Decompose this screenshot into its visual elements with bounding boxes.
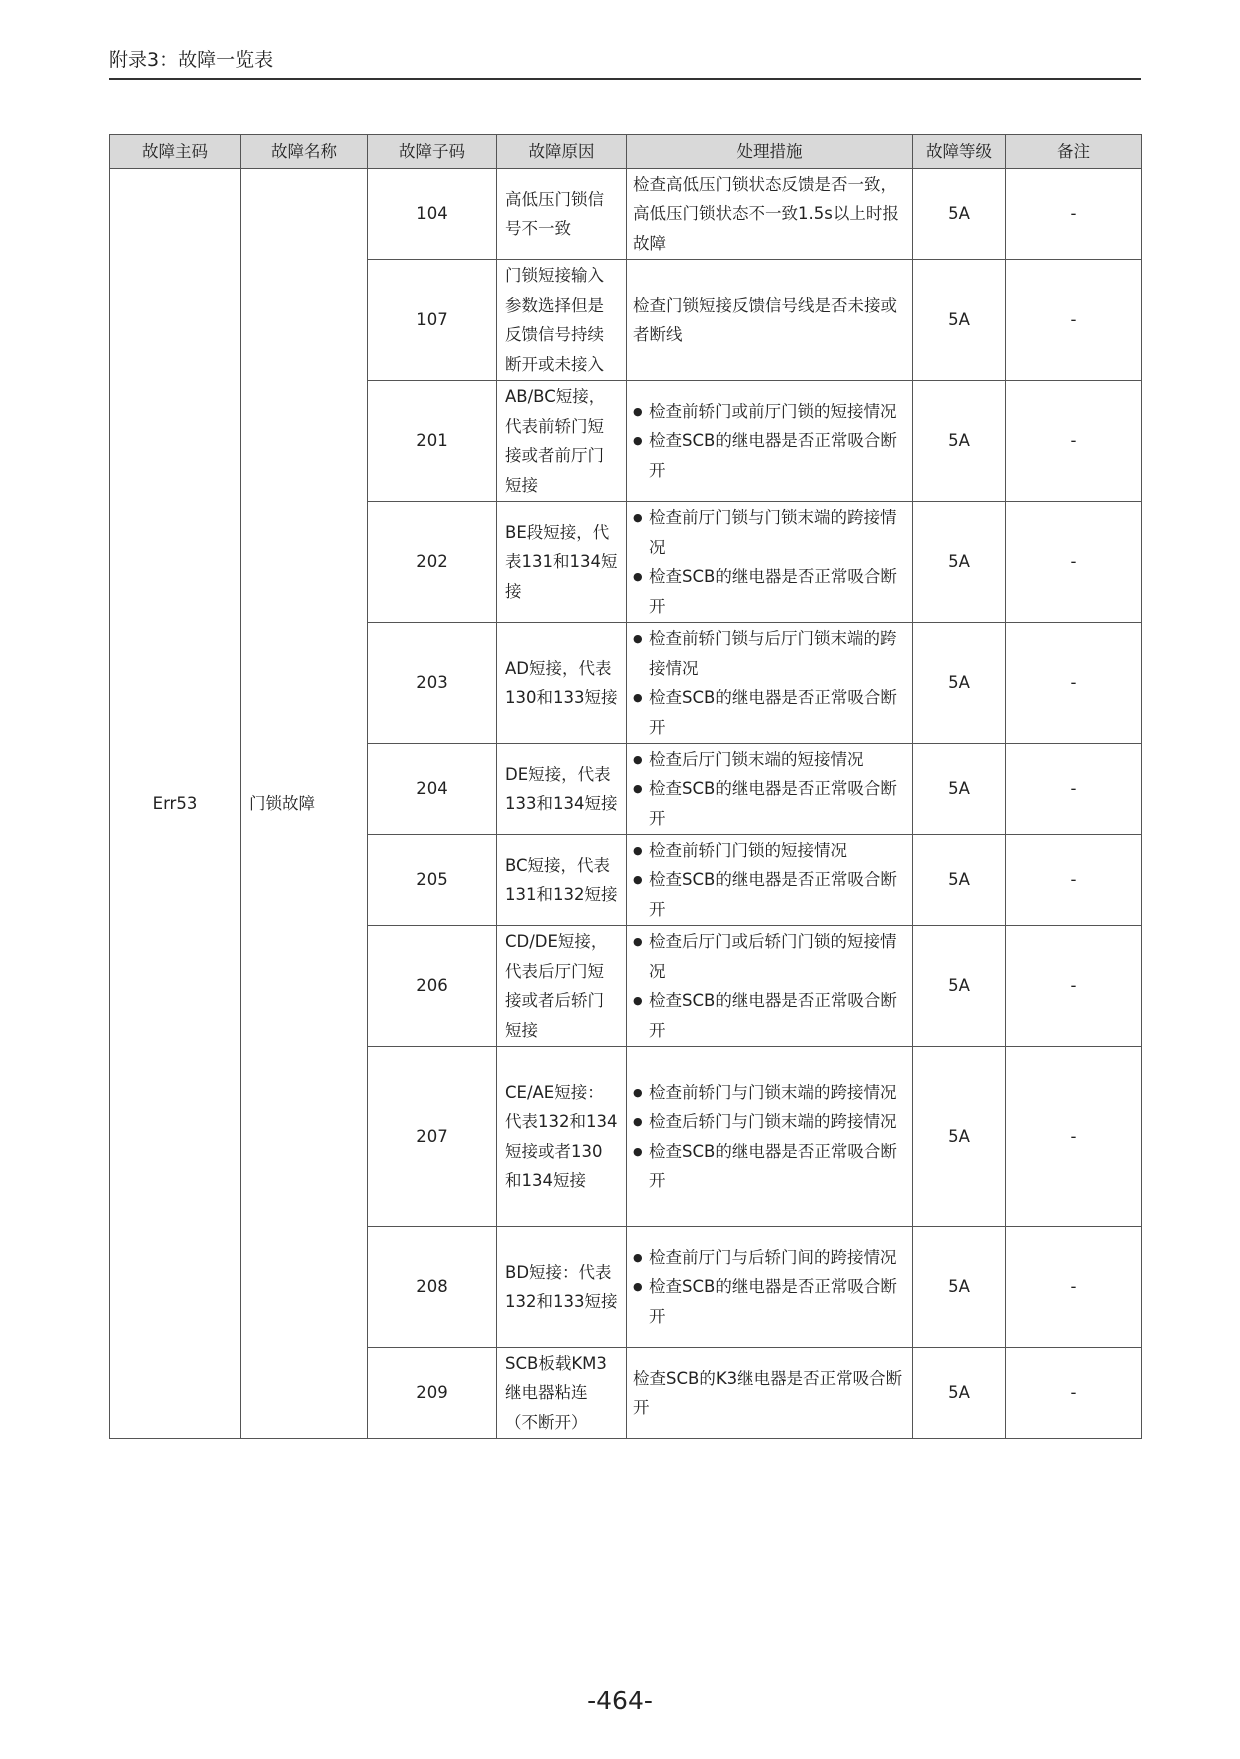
cause-cell: CD/DE短接，代表后厅门短接或者后轿门短接 bbox=[497, 926, 627, 1047]
action-item: ● 检查SCB的继电器是否正常吸合断开 bbox=[633, 1272, 904, 1331]
cause-cell: BE段短接，代表131和134短接 bbox=[497, 502, 627, 623]
column-header: 故障等级 bbox=[913, 135, 1006, 169]
page-number: -464- bbox=[587, 1686, 653, 1715]
fault-name-cell: 门锁故障 bbox=[241, 169, 368, 1439]
action-cell bbox=[627, 260, 913, 381]
action-cell bbox=[627, 1348, 913, 1439]
note-cell: - bbox=[1006, 502, 1142, 623]
sub-code-cell: 206 bbox=[368, 926, 497, 1047]
note-cell: - bbox=[1006, 381, 1142, 502]
action-list bbox=[633, 503, 904, 621]
action-list bbox=[633, 836, 904, 925]
action-item: ● 检查前轿门或前厅门锁的短接情况 bbox=[633, 397, 904, 427]
cause-cell: BC短接，代表131和132短接 bbox=[497, 835, 627, 926]
sub-code-cell: 208 bbox=[368, 1227, 497, 1348]
action-item: ● 检查SCB的继电器是否正常吸合断开 bbox=[633, 865, 904, 924]
level-cell: 5A bbox=[913, 1348, 1006, 1439]
level-cell: 5A bbox=[913, 1047, 1006, 1227]
column-header: 故障主码 bbox=[110, 135, 241, 169]
action-cell bbox=[627, 502, 913, 623]
fault-table bbox=[109, 134, 1142, 1439]
action-item: ● 检查SCB的继电器是否正常吸合断开 bbox=[633, 426, 904, 485]
action-cell bbox=[627, 623, 913, 744]
level-cell: 5A bbox=[913, 381, 1006, 502]
action-item: ● 检查前轿门门锁的短接情况 bbox=[633, 836, 904, 866]
sub-code-cell: 207 bbox=[368, 1047, 497, 1227]
action-list bbox=[633, 927, 904, 1045]
cause-cell: CE/AE短接：代表132和134短接或者130和134短接 bbox=[497, 1047, 627, 1227]
action-text: 检查门锁短接反馈信号线是否未接或者断线 bbox=[633, 295, 897, 344]
action-item: ● 检查SCB的继电器是否正常吸合断开 bbox=[633, 774, 904, 833]
note-cell: - bbox=[1006, 169, 1142, 260]
note-cell: - bbox=[1006, 926, 1142, 1047]
note-cell: - bbox=[1006, 260, 1142, 381]
sub-code-cell: 107 bbox=[368, 260, 497, 381]
action-cell bbox=[627, 835, 913, 926]
action-list bbox=[633, 1078, 904, 1196]
action-item: ● 检查后厅门或后轿门门锁的短接情况 bbox=[633, 927, 904, 986]
column-header: 故障子码 bbox=[368, 135, 497, 169]
level-cell: 5A bbox=[913, 744, 1006, 835]
action-item: ● 检查前轿门与门锁末端的跨接情况 bbox=[633, 1078, 904, 1108]
level-cell: 5A bbox=[913, 926, 1006, 1047]
level-cell: 5A bbox=[913, 1227, 1006, 1348]
cause-cell: AB/BC短接，代表前轿门短接或者前厅门短接 bbox=[497, 381, 627, 502]
action-text: 检查SCB的K3继电器是否正常吸合断开 bbox=[633, 1368, 903, 1417]
level-cell: 5A bbox=[913, 169, 1006, 260]
level-cell: 5A bbox=[913, 835, 1006, 926]
action-text: 检查高低压门锁状态反馈是否一致，高低压门锁状态不一致1.5s以上时报故障 bbox=[633, 174, 899, 253]
cause-cell: AD短接，代表130和133短接 bbox=[497, 623, 627, 744]
note-cell: - bbox=[1006, 835, 1142, 926]
sub-code-cell: 209 bbox=[368, 1348, 497, 1439]
note-cell: - bbox=[1006, 1348, 1142, 1439]
header-title: 附录3：故障一览表 bbox=[109, 49, 274, 71]
note-cell: - bbox=[1006, 1227, 1142, 1348]
action-cell bbox=[627, 926, 913, 1047]
sub-code-cell: 204 bbox=[368, 744, 497, 835]
action-item: ● 检查后厅门锁末端的短接情况 bbox=[633, 745, 904, 775]
table-header-row bbox=[110, 135, 1142, 169]
action-cell bbox=[627, 381, 913, 502]
sub-code-cell: 104 bbox=[368, 169, 497, 260]
action-item: ● 检查SCB的继电器是否正常吸合断开 bbox=[633, 683, 904, 742]
action-cell bbox=[627, 1227, 913, 1348]
main-code-cell: Err53 bbox=[110, 169, 241, 1439]
table-body bbox=[110, 169, 1142, 1439]
cause-cell: SCB板载KM3继电器粘连（不断开） bbox=[497, 1348, 627, 1439]
sub-code-cell: 201 bbox=[368, 381, 497, 502]
cause-cell: BD短接：代表132和133短接 bbox=[497, 1227, 627, 1348]
sub-code-cell: 202 bbox=[368, 502, 497, 623]
level-cell: 5A bbox=[913, 502, 1006, 623]
column-header: 处理措施 bbox=[627, 135, 913, 169]
action-item: ● 检查SCB的继电器是否正常吸合断开 bbox=[633, 986, 904, 1045]
action-list bbox=[633, 1243, 904, 1332]
action-list bbox=[633, 397, 904, 486]
page-header bbox=[109, 44, 1141, 80]
action-item: ● 检查后轿门与门锁末端的跨接情况 bbox=[633, 1107, 904, 1137]
sub-code-cell: 205 bbox=[368, 835, 497, 926]
action-cell bbox=[627, 1047, 913, 1227]
table-row bbox=[110, 169, 1142, 260]
action-item: ● 检查前厅门与后轿门间的跨接情况 bbox=[633, 1243, 904, 1273]
action-item: ● 检查SCB的继电器是否正常吸合断开 bbox=[633, 1137, 904, 1196]
action-cell bbox=[627, 744, 913, 835]
column-header: 备注 bbox=[1006, 135, 1142, 169]
note-cell: - bbox=[1006, 1047, 1142, 1227]
cause-cell: 高低压门锁信号不一致 bbox=[497, 169, 627, 260]
action-list bbox=[633, 624, 904, 742]
column-header: 故障原因 bbox=[497, 135, 627, 169]
action-item: ● 检查SCB的继电器是否正常吸合断开 bbox=[633, 562, 904, 621]
level-cell: 5A bbox=[913, 260, 1006, 381]
column-header: 故障名称 bbox=[241, 135, 368, 169]
note-cell: - bbox=[1006, 623, 1142, 744]
action-item: ● 检查前厅门锁与门锁末端的跨接情况 bbox=[633, 503, 904, 562]
note-cell: - bbox=[1006, 744, 1142, 835]
action-list bbox=[633, 745, 904, 834]
level-cell: 5A bbox=[913, 623, 1006, 744]
sub-code-cell: 203 bbox=[368, 623, 497, 744]
cause-cell: 门锁短接输入参数选择但是反馈信号持续断开或未接入 bbox=[497, 260, 627, 381]
action-item: ● 检查前轿门锁与后厅门锁末端的跨接情况 bbox=[633, 624, 904, 683]
cause-cell: DE短接，代表133和134短接 bbox=[497, 744, 627, 835]
action-cell bbox=[627, 169, 913, 260]
